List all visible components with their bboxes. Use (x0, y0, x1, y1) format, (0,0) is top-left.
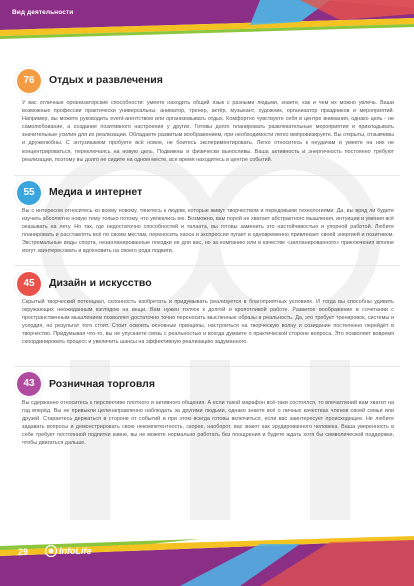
score-badge: 45 (17, 272, 41, 296)
logo-icon (45, 545, 57, 557)
score-badge: 76 (17, 69, 41, 93)
section-title: Отдых и развлечения (49, 74, 163, 86)
page-number: 29 (18, 547, 29, 557)
section-text: Вы с интересом относитесь ко всему новому, тянетесь к людям, которые живут творчеством и передовыми технологиями. Да, вы вряд ли будете изучать абсолютно новую тему только потому, что увлеклись ею. Возможно, вам порой не хватает абстрактного мышления, интуиции и умения всё оказывать на лету. Но так, где недостаточно способностей и таланта, вы готовы заменить это настойчивостью и упорной работой. Любите планировать и расставлять всё по своим местам, переносить хаоса и экспрессия пугает и одновременно привлекает своей энергией и позитивом. Экстремальные виды спорта, незапланированные поездки не для вас, но за компанию или в качестве «запланированного» приключения вполне могут заинтересовать и вдохновить на своего рода подвиги. (22, 208, 394, 255)
section-title: Медиа и интернет (49, 186, 143, 198)
score-badge: 55 (17, 181, 41, 205)
header-band-graphic (0, 0, 414, 40)
footer-band-graphic (0, 536, 414, 586)
page-footer (0, 536, 414, 586)
page-header (0, 0, 414, 40)
section-divider (14, 175, 400, 176)
section-title: Розничная торговля (49, 378, 155, 390)
section-text: Вы сдержанно относитесь к перспективе плотного и активного общения. А если такой марафон всё-таки состоялся, то впечатлений вам хватит на год вперёд. Вы не привыкли целенаправленно наблюдать за другими людьми, однако знаете всё о личных качествах членов своей семьи или друзей. Стараетесь держаться в стороне от событий и при этом всегда готовы включиться, если вас заинтересует происходящее. Не любите задавать вопросы и демонстрировать свою некомпетентность, скорее, наоборот, вас знают как эрудированного человека. Ваша уверенность в себе требует постоянной подпитки извне, вы не можете нормально работать без поощрения и будете ждать хотя бы символической поддержки, чтобы двигаться дальше. (22, 400, 394, 447)
score-badge: 43 (17, 372, 41, 396)
section-divider (14, 265, 400, 266)
infolife-logo (45, 545, 92, 557)
header-title: Вид деятельности (12, 9, 74, 16)
logo-text: InfoLife (59, 546, 92, 556)
section-divider (14, 366, 400, 367)
section-text: Скрытый творческий потенциал, склонность изобретать и придумывать реализуется в благоприятных условиях. И тогда вы способны удивить окружающих неожиданным взглядом на вещи. Вам нужен толчок к долгой и кропотливой работе. Развитое воображение в сочетании с пространственным мышлением позволяет достаточно точно переносить мысленные образы в реальность. Да, это требует тренировок, системы и усердия, но результат того стоит. Стоит освоить основные принципы, настроиться на творческую волну и созидание постепенно перейдёт в творчество. Придумывая что-то, вы не упускаете связь с реальностью и всегда думаете о практической стороне вопроса. Это позволяет вовремя скоординировать процесс и увеличить шансы на эффективную реализацию задуманного. (22, 299, 394, 346)
section-title: Дизайн и искусство (49, 277, 152, 289)
section-text: У вас отличные организаторские способности: умеете находить общий язык с разными людьми, знаете, как и чем их можно увлечь. Ваши возможные профессии практически универсальны: аниматор, тренер, актёр, музыкант, художник, организатор праздников и мероприятий. Например, вы можете руководить event-агентством или организовывать отдых. Комфортно чувствуете себя в центре внимания, однако цель - не самолюбование, а создание позитивного настроения у других. Готовы долго планировать развлекательные мероприятия и прикладывать значительные усилия для их реализации. Обладаете развитым воображением, при необходимости легко импровизируете. Вы открыты, отзывчивы и дружелюбны. С энтузиазмом пробуете всё новое, не боитесь экспериментировать. Легко относитесь к неудачам и умеете на них не концентрироваться, переключаясь на новую цель. Подвижны и физически выносливы. Ваша активность и энергичность постоянно требуют реализации, поэтому вы долго не сидите на одном месте, все время находитесь в центре событий. (22, 100, 394, 163)
